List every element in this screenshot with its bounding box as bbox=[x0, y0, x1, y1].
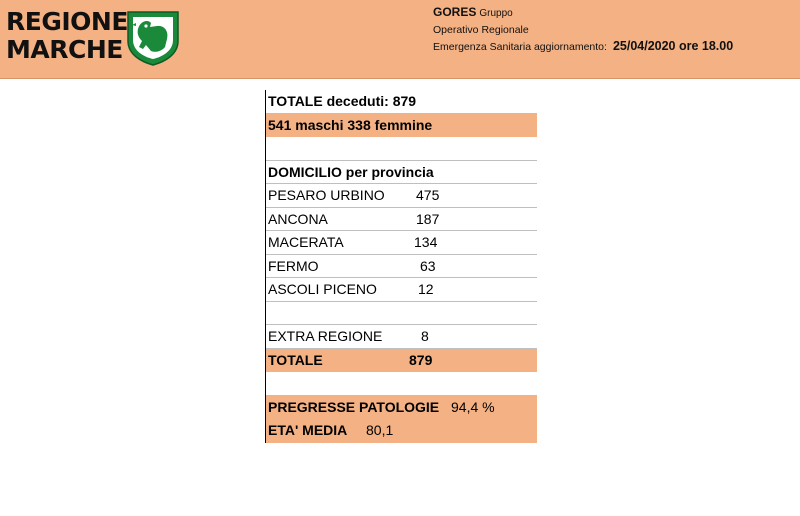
patologie-value: 94,4 % bbox=[451, 398, 495, 415]
gender-row bbox=[266, 114, 537, 138]
province-value: 12 bbox=[418, 281, 434, 297]
province-name: PESARO URBINO bbox=[268, 187, 385, 203]
eta-media-row bbox=[266, 419, 537, 443]
operativo-label: Operativo Regionale bbox=[433, 24, 529, 36]
table-row bbox=[266, 255, 537, 279]
eta-media-label: ETA' MEDIA bbox=[268, 422, 348, 438]
spacer-row bbox=[266, 302, 537, 326]
table-row bbox=[266, 208, 537, 232]
province-name: ANCONA bbox=[268, 210, 328, 227]
extra-regione-row bbox=[266, 325, 537, 349]
deaths-table bbox=[265, 90, 537, 443]
province-value: 134 bbox=[414, 234, 438, 250]
logo-text bbox=[6, 8, 126, 64]
province-name: FERMO bbox=[268, 257, 319, 274]
domicilio-heading-row bbox=[266, 161, 537, 185]
update-date: 25/04/2020 ore 18.00 bbox=[612, 39, 734, 53]
table-row bbox=[266, 231, 537, 255]
province-name: ASCOLI PICENO bbox=[268, 281, 377, 297]
extra-regione-label: EXTRA REGIONE bbox=[268, 328, 383, 344]
domicilio-heading: DOMICILIO per provincia bbox=[268, 163, 434, 180]
spacer-row bbox=[266, 137, 537, 161]
extra-regione-value: 8 bbox=[421, 328, 429, 344]
province-value: 475 bbox=[416, 187, 440, 203]
total-deaths-row bbox=[266, 90, 537, 114]
eta-media-value: 80,1 bbox=[366, 422, 394, 438]
gruppo-label: Gruppo bbox=[479, 8, 513, 19]
spacer-row bbox=[266, 372, 537, 396]
province-value: 187 bbox=[416, 210, 440, 227]
table-row bbox=[266, 278, 537, 302]
logo-line-1: REGIONE bbox=[6, 7, 128, 36]
totale-value: 879 bbox=[409, 351, 433, 368]
province-name: MACERATA bbox=[268, 234, 344, 250]
patologie-label: PREGRESSE PATOLOGIE bbox=[268, 398, 440, 415]
totale-label: TOTALE bbox=[268, 351, 323, 368]
province-value: 63 bbox=[420, 257, 436, 274]
emergenza-label: Emergenza Sanitaria aggiornamento: bbox=[433, 41, 607, 53]
emblem-icon bbox=[124, 9, 182, 67]
header-info bbox=[433, 4, 733, 55]
header-banner bbox=[0, 0, 800, 79]
totale-row bbox=[266, 349, 537, 373]
total-deaths-label: TOTALE deceduti: 879 bbox=[268, 93, 417, 109]
gender-label: 541 maschi 338 femmine bbox=[268, 116, 433, 133]
table-row bbox=[266, 184, 537, 208]
logo-line-2: MARCHE bbox=[6, 35, 123, 64]
gores-label: GORES bbox=[433, 5, 477, 19]
patologie-row bbox=[266, 396, 537, 420]
